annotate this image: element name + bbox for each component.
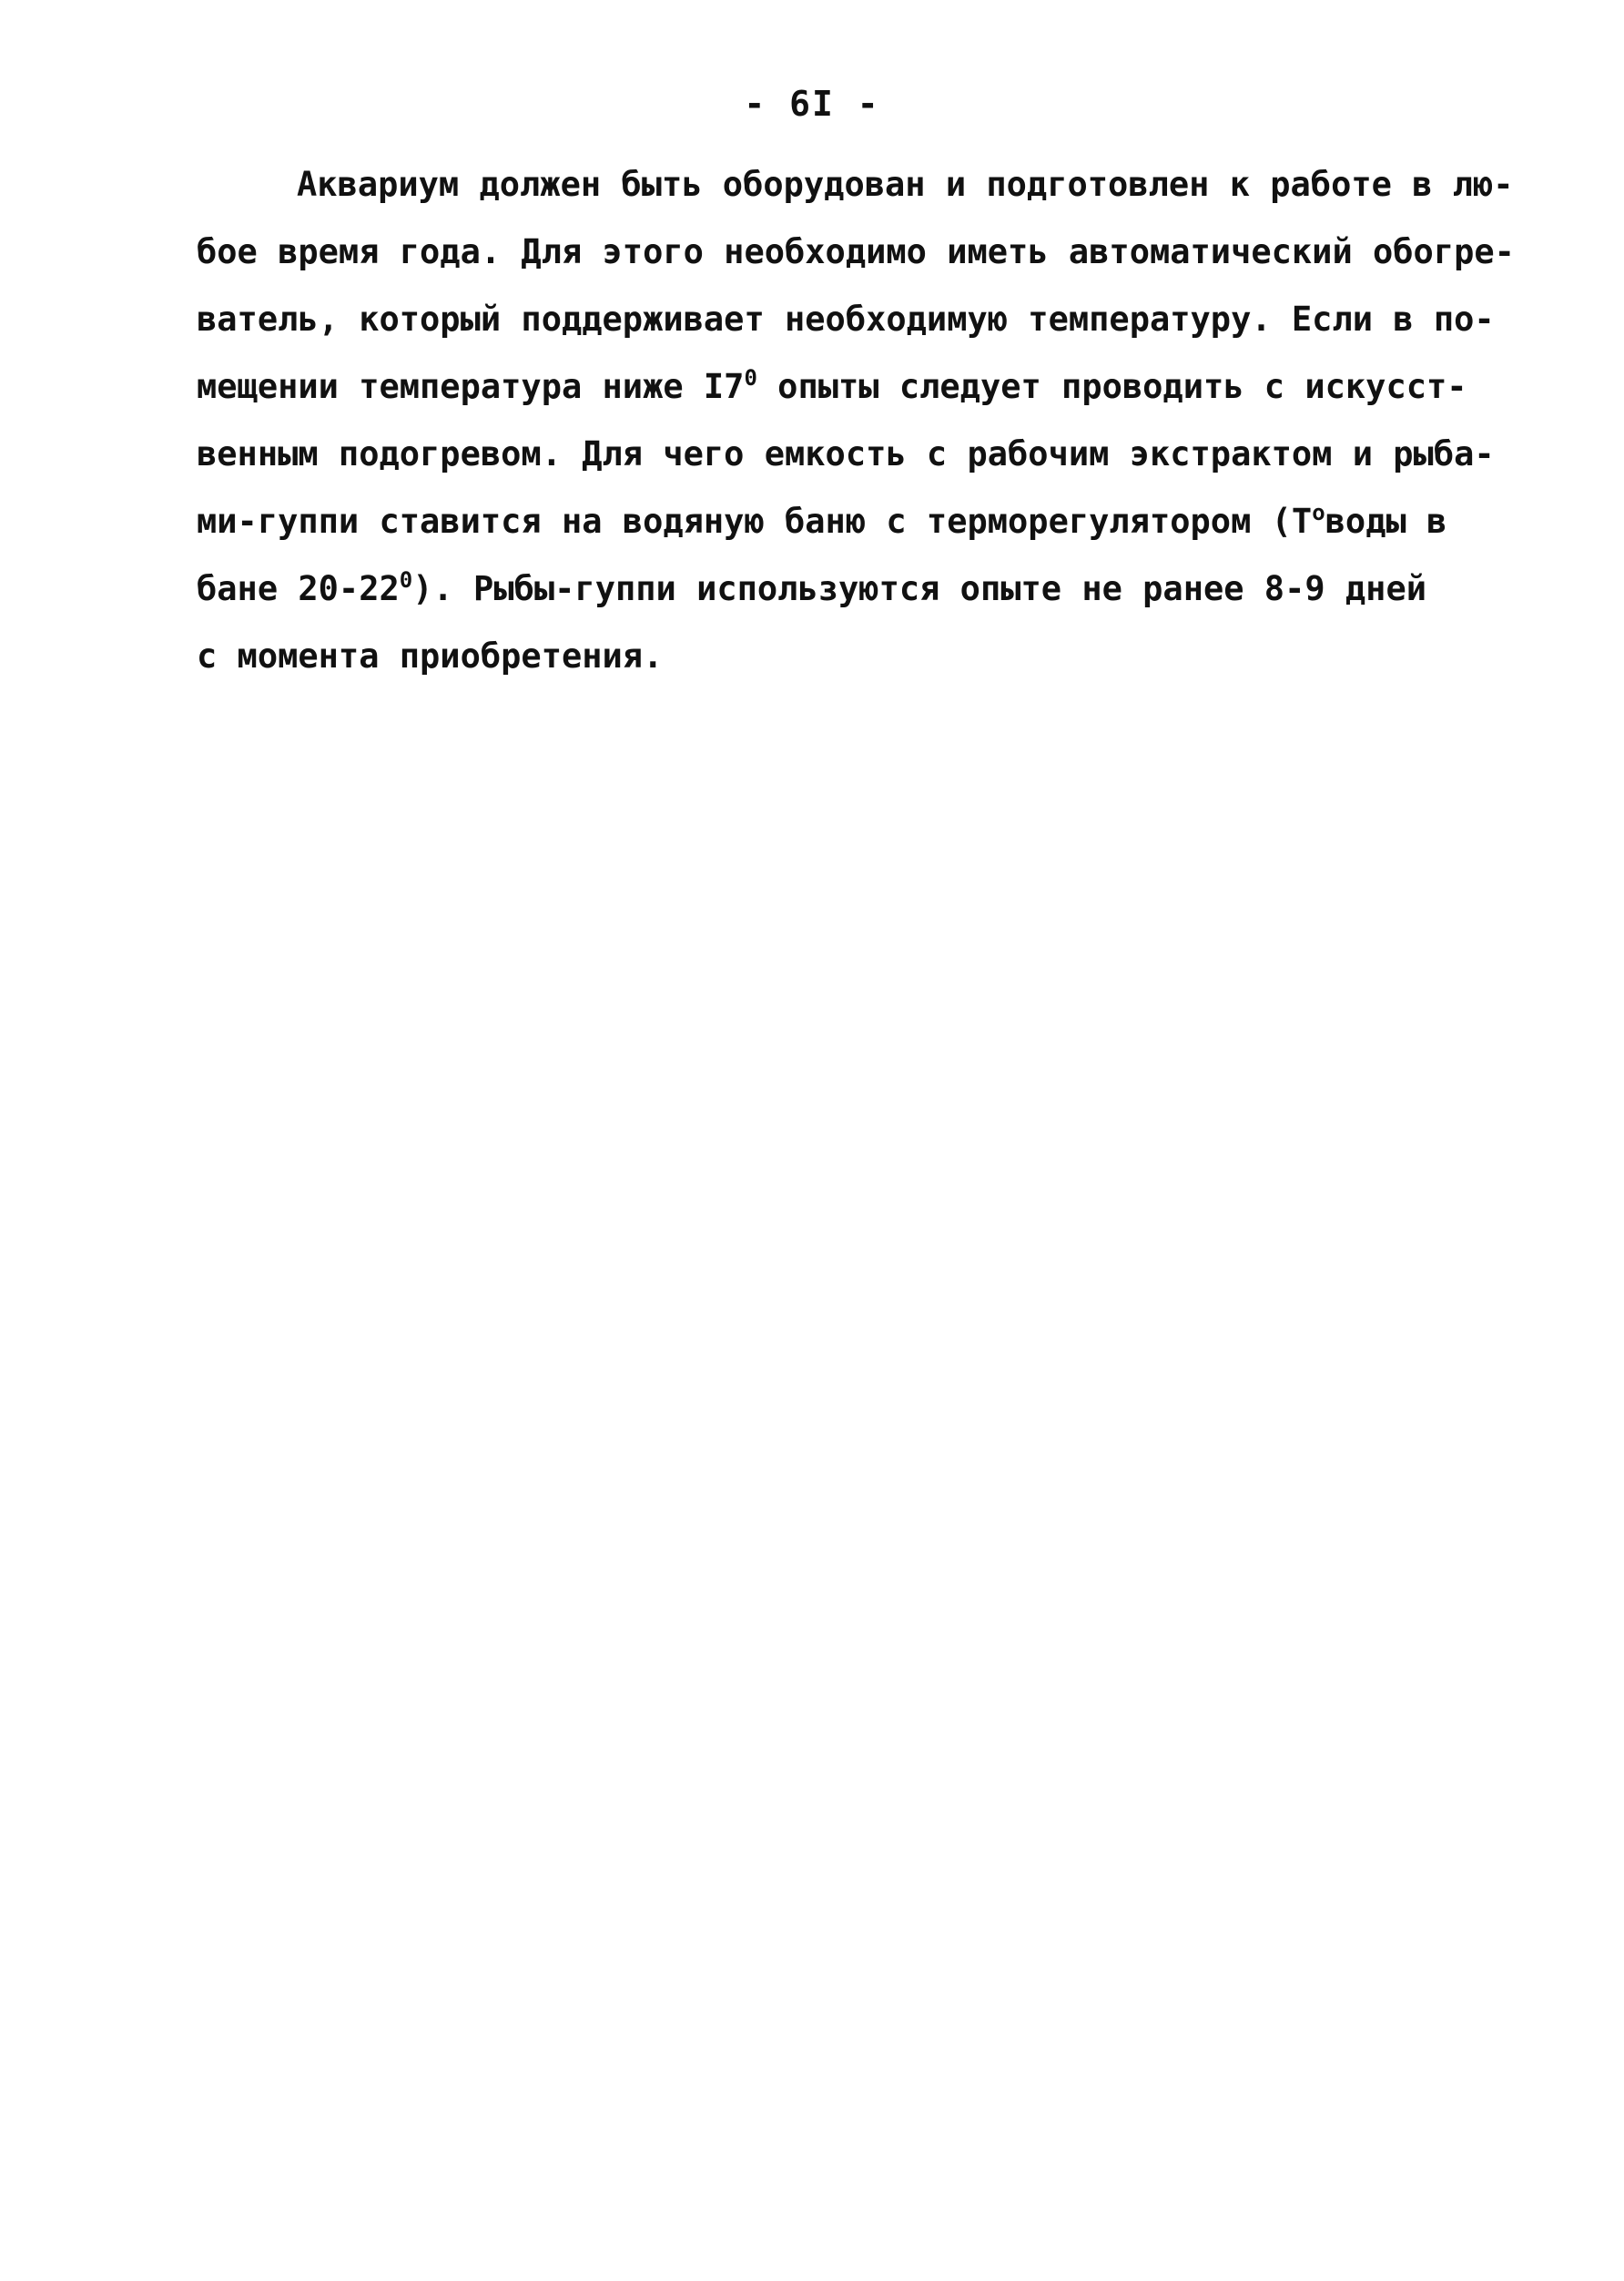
text-segment: опыты следует проводить с искусст-: [756, 367, 1467, 406]
page-number: - 6I -: [744, 84, 880, 124]
text-segment: воды в: [1325, 502, 1447, 541]
text-segment: мещении температура ниже I7: [197, 367, 745, 406]
text-line: [197, 353, 1526, 421]
superscript: 0: [399, 567, 413, 593]
text-segment: ми-гуппи ставится на водяную баню с терморегулятором (T: [197, 502, 1313, 541]
text-segment: бане 20-22: [197, 569, 400, 608]
text-line: бое время года. Для этого необходимо иметь автоматический обогре-: [197, 232, 1515, 271]
text-line: ватель, который поддерживает необходимую температуру. Если в по-: [197, 300, 1495, 339]
body-paragraph: [197, 151, 1526, 690]
text-line: с момента приобретения.: [197, 636, 664, 676]
text-line: Аквариум должен быть оборудован и подготовлен к работе в лю-: [297, 165, 1514, 204]
superscript: o: [1312, 500, 1325, 525]
text-line: [197, 488, 1526, 555]
text-line: венным подогревом. Для чего емкость с рабочим экстрактом и рыба-: [197, 434, 1495, 474]
text-line: [197, 555, 1526, 623]
superscript: 0: [744, 365, 757, 391]
text-segment: ). Рыбы-гуппи используются опыте не ранее 8-9 дней: [412, 569, 1427, 608]
